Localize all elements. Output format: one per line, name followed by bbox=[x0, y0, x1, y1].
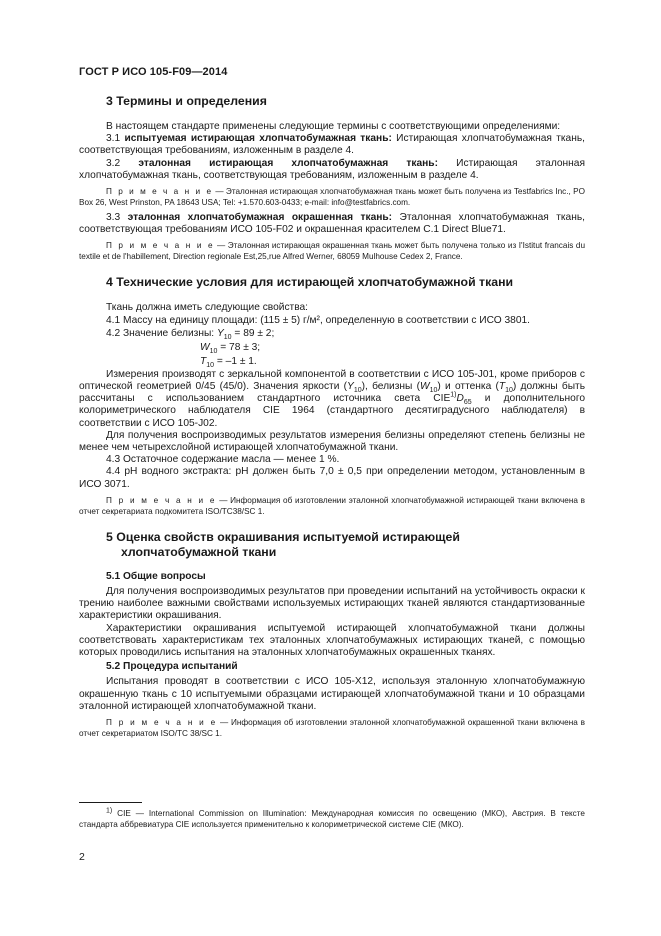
measurement-text-2: ), белизны ( bbox=[361, 381, 420, 393]
meas-y bbox=[347, 381, 362, 395]
whiteness-t bbox=[200, 355, 585, 369]
t-value: = –1 ± 1. bbox=[216, 355, 257, 367]
term-3-1 bbox=[79, 133, 585, 157]
term-3-2-term: эталонная истирающая хлопчатобумажная ткань: bbox=[138, 157, 438, 169]
section-4-title: 4 Технические условия для истирающей хлопчатобумажной ткани bbox=[106, 275, 514, 290]
note-1 bbox=[79, 186, 585, 208]
y-subscript: 10 bbox=[223, 333, 232, 341]
note-4-text: — Информация об изготовлении эталонной хлопчатобумажной окрашенной ткани включена в отчет секретариатом ISO/TC 38/SC 1. bbox=[79, 718, 585, 739]
note-1-text: — Эталонная истирающая хлопчатобумажная ткань может быть получена из Testfabrics Inc., PO Box 26, West Prinston, PA 18643 USA; Tel: +1.570.603-0433; e-mail: info@testfabrics.com. bbox=[79, 187, 585, 208]
note-2-label: П р и м е ч а н и е bbox=[106, 241, 215, 251]
reproducibility-paragraph: Для получения воспроизводимых результатов измерения белизны определяют степень белизны не менее чем четырехслойной истирающей хлопчатобумажной ткани. bbox=[79, 429, 585, 454]
t-subscript: 10 bbox=[206, 361, 215, 369]
meas-w bbox=[420, 381, 438, 395]
term-3-3-term: эталонная хлопчатобумажная окрашенная ткань: bbox=[127, 212, 393, 224]
term-3-2-definition: Истирающая эталонная хлопчатобумажная ткань, соответствующая требованиям, изложенным в разделе 4. bbox=[79, 157, 585, 181]
meas-t bbox=[498, 381, 513, 395]
w-subscript: 10 bbox=[209, 347, 218, 355]
subsection-5-1-paragraph-2: Характеристики окрашивания испытуемой истирающей хлопчатобумажной ткани должны соответствовать характеристикам тех эталонных хлопчатобумажных истирающих тканей, с помощью которых проводились испытания на эталонных хлопчатобумажных окрашенных тканях. bbox=[79, 622, 585, 659]
note-2 bbox=[79, 240, 585, 262]
t-symbol: T bbox=[200, 355, 207, 367]
term-3-1-term: испытуемая истирающая хлопчатобумажная ткань: bbox=[124, 133, 392, 145]
whiteness-w bbox=[200, 341, 585, 355]
measurement-text-4: ) должны быть рассчитаны с использованием стандартного источника света CIE bbox=[79, 381, 586, 405]
footnote-divider bbox=[79, 802, 142, 803]
measurement-text-1: Измерения производят с зеркальной компонентой в соответствии с ИСО 105-J01, кроме приборов с оптической геометрией 0/45 (45/0). Значения яркости ( bbox=[79, 368, 585, 393]
section-3-intro: В настоящем стандарте применены следующие термины с соответствующими определениями: bbox=[106, 121, 561, 132]
illuminant-d: D bbox=[456, 393, 464, 405]
note-3-label: П р и м е ч а н и е bbox=[106, 495, 217, 505]
note-4 bbox=[79, 717, 585, 739]
section-4-intro: Ткань должна иметь следующие свойства: bbox=[106, 302, 309, 314]
page-number: 2 bbox=[79, 851, 85, 863]
term-3-2-number: 3.2 bbox=[106, 157, 121, 169]
section-5-title-line-1: 5 Оценка свойств окрашивания испытуемой истирающей bbox=[106, 529, 460, 544]
section-5-title-line-2: хлопчатобумажной ткани bbox=[121, 544, 277, 559]
subsection-5-1-paragraph-1: Для получения воспроизводимых результатов при проведении испытаний на устойчивость окраски к трению наиболее важными свойствами используемых истирающих тканей являются стандартизованные характеристики окрашивания. bbox=[79, 586, 585, 622]
footnote-text: CIE — International Commission on Illumination: Международная комиссия по освещению (МКО), Австрия. В тексте стандарта аббревиатура CIE используется применительно к колориметрической системе CIE (МКО). bbox=[79, 809, 585, 829]
footnote-ref[interactable]: 1) bbox=[450, 391, 457, 399]
note-4-label: П р и м е ч а н и е bbox=[106, 718, 218, 728]
whiteness-y bbox=[79, 327, 585, 341]
term-3-3-definition: Эталонная хлопчатобумажная ткань, соответствующая требованиям ИСО 105-F02 и окрашенная красителем C.1 Direct Blue71. bbox=[79, 212, 585, 236]
note-3 bbox=[79, 495, 585, 517]
footnote bbox=[79, 808, 585, 830]
meas-w-subscript: 10 bbox=[429, 387, 438, 395]
section-5-title bbox=[106, 530, 585, 560]
subsection-5-1-title: 5.1 Общие вопросы bbox=[106, 570, 206, 582]
meas-y-symbol: Y bbox=[347, 381, 354, 393]
term-3-1-number: 3.1 bbox=[106, 133, 121, 145]
illuminant-d-subscript: 65 bbox=[463, 399, 472, 407]
note-2-text: — Эталонная истирающая окрашенная ткань может быть получена только из I'Istitut francais du textile et de l'habillement, Direction regionale Est,25,rue Alfred Werner, 68059 Mulhouse Cedex 2, France. bbox=[79, 241, 586, 262]
meas-t-symbol: T bbox=[498, 381, 506, 393]
item-4-2-label: 4.2 Значение белизны: bbox=[106, 327, 215, 339]
note-3-text: — Информация об изготовлении эталонной хлопчатобумажной истирающей ткани включена в отчет секретариата подкомитета ISO/TC38/SC 1. bbox=[79, 495, 586, 516]
w-symbol: W bbox=[200, 341, 210, 353]
measurement-text-3: ) и оттенка ( bbox=[437, 381, 499, 393]
y-value: = 89 ± 2; bbox=[234, 327, 275, 339]
measurement-paragraph bbox=[79, 369, 585, 430]
subsection-5-2-title: 5.2 Процедура испытаний bbox=[106, 661, 238, 673]
term-3-3-number: 3.3 bbox=[106, 212, 121, 224]
measurement-text-5: и дополнительного колориметрического наблюдателя CIE 1964 (стандартного десятиградусного наблюдателя) в соответствии с ИСО 105-J02. bbox=[79, 393, 585, 429]
item-4-4: 4.4 рН водного экстракта: рН должен быть 7,0 ± 0,5 при определении методом, установленным в ИСО 3071. bbox=[79, 466, 585, 490]
subsection-5-2-paragraph-1: Испытания проводят в соответствии с ИСО 105-X12, используя эталонную хлопчатобумажную окрашенную ткань с 10 испытуемыми образцами истирающей хлопчатобумажной ткани и 10 образцами эталонной истирающей хлопчатобумажной ткани. bbox=[79, 676, 585, 712]
note-1-label: П р и м е ч а н и е bbox=[106, 187, 213, 197]
footnote-marker: 1) bbox=[106, 807, 113, 815]
w-value: = 78 ± 3; bbox=[220, 341, 261, 353]
term-3-1-definition: Истирающая хлопчатобумажная ткань, соответствующая требованиям, изложенным в разделе 4. bbox=[79, 133, 585, 157]
term-3-2 bbox=[79, 158, 585, 182]
y-symbol: Y bbox=[216, 327, 224, 339]
term-3-3 bbox=[79, 212, 585, 236]
meas-t-subscript: 10 bbox=[505, 387, 513, 395]
section-3-title: 3 Термины и определения bbox=[106, 94, 267, 108]
item-4-3: 4.3 Остаточное содержание масла — менее 1 %. bbox=[106, 454, 340, 466]
document-body bbox=[79, 94, 585, 743]
meas-y-subscript: 10 bbox=[353, 387, 362, 395]
meas-w-symbol: W bbox=[420, 381, 430, 393]
item-4-1: 4.1 Массу на единицу площади: (115 ± 5) г/м², определенную в соответствии с ИСО 3801. bbox=[106, 314, 531, 326]
document-header: ГОСТ Р ИСО 105-F09—2014 bbox=[79, 66, 228, 78]
